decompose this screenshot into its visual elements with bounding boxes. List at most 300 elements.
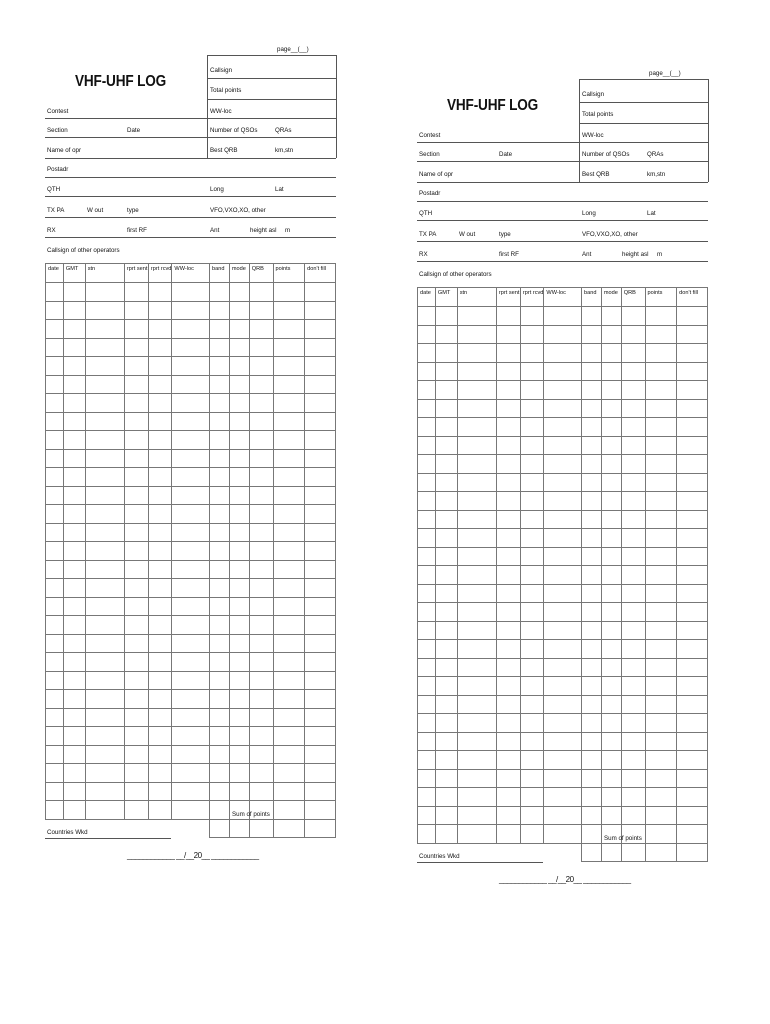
log-cell[interactable] [249,431,273,450]
log-cell[interactable] [63,320,85,339]
log-cell[interactable] [496,418,520,437]
log-cell[interactable] [520,455,544,474]
log-cell[interactable] [172,301,210,320]
log-cell[interactable] [544,825,582,844]
log-cell[interactable] [305,357,336,376]
log-cell[interactable] [544,751,582,770]
log-cell[interactable] [273,782,305,801]
log-cell[interactable] [457,603,496,622]
log-cell[interactable] [601,788,621,807]
log-cell[interactable] [210,468,230,487]
log-cell[interactable] [85,542,124,561]
log-cell[interactable] [520,362,544,381]
log-cell[interactable] [124,468,148,487]
log-cell[interactable] [520,677,544,696]
log-cell[interactable] [273,542,305,561]
log-cell[interactable] [172,338,210,357]
log-cell[interactable] [435,640,457,659]
log-cell[interactable] [85,449,124,468]
log-cell[interactable] [645,751,677,770]
log-cell[interactable] [172,283,210,302]
log-cell[interactable] [273,357,305,376]
log-cell[interactable] [85,505,124,524]
log-cell[interactable] [496,825,520,844]
log-cell[interactable] [305,597,336,616]
log-cell[interactable] [124,708,148,727]
log-cell[interactable] [457,399,496,418]
log-cell[interactable] [63,486,85,505]
log-cell[interactable] [435,436,457,455]
log-cell[interactable] [418,640,436,659]
log-cell[interactable] [677,603,708,622]
log-cell[interactable] [210,320,230,339]
log-cell[interactable] [63,412,85,431]
log-cell[interactable] [124,320,148,339]
log-cell[interactable] [435,732,457,751]
log-cell[interactable] [63,597,85,616]
log-cell[interactable] [46,671,64,690]
log-cell[interactable] [544,418,582,437]
log-cell[interactable] [172,431,210,450]
log-cell[interactable] [457,510,496,529]
log-cell[interactable] [544,788,582,807]
log-cell[interactable] [85,560,124,579]
log-cell[interactable] [621,695,645,714]
log-cell[interactable] [148,394,172,413]
log-cell[interactable] [148,745,172,764]
log-cell[interactable] [496,529,520,548]
log-cell[interactable] [621,603,645,622]
log-cell[interactable] [601,547,621,566]
log-cell[interactable] [496,714,520,733]
log-cell[interactable] [63,745,85,764]
log-cell[interactable] [457,788,496,807]
log-cell[interactable] [46,653,64,672]
log-cell[interactable] [46,708,64,727]
log-cell[interactable] [229,708,249,727]
log-cell[interactable] [601,473,621,492]
log-cell[interactable] [85,782,124,801]
log-cell[interactable] [63,505,85,524]
log-cell[interactable] [273,671,305,690]
log-cell[interactable] [496,547,520,566]
log-cell[interactable] [435,714,457,733]
log-cell[interactable] [457,436,496,455]
log-cell[interactable] [172,653,210,672]
log-cell[interactable] [249,449,273,468]
log-cell[interactable] [85,320,124,339]
log-cell[interactable] [520,769,544,788]
log-cell[interactable] [229,634,249,653]
log-cell[interactable] [46,782,64,801]
log-cell[interactable] [457,806,496,825]
log-cell[interactable] [621,307,645,326]
log-cell[interactable] [621,418,645,437]
log-cell[interactable] [229,320,249,339]
log-cell[interactable] [172,320,210,339]
log-cell[interactable] [229,745,249,764]
log-cell[interactable] [172,579,210,598]
log-cell[interactable] [544,566,582,585]
log-cell[interactable] [148,505,172,524]
log-cell[interactable] [172,764,210,783]
log-cell[interactable] [210,690,230,709]
log-cell[interactable] [210,708,230,727]
log-cell[interactable] [63,301,85,320]
log-cell[interactable] [457,473,496,492]
log-cell[interactable] [172,542,210,561]
log-cell[interactable] [601,584,621,603]
log-cell[interactable] [418,547,436,566]
log-cell[interactable] [582,751,602,770]
log-cell[interactable] [305,449,336,468]
log-cell[interactable] [435,344,457,363]
log-cell[interactable] [210,727,230,746]
log-cell[interactable] [229,579,249,598]
log-cell[interactable] [305,764,336,783]
log-cell[interactable] [63,671,85,690]
log-cell[interactable] [457,529,496,548]
log-cell[interactable] [418,492,436,511]
log-cell[interactable] [249,634,273,653]
log-cell[interactable] [621,732,645,751]
log-cell[interactable] [544,769,582,788]
log-cell[interactable] [148,653,172,672]
log-cell[interactable] [601,307,621,326]
log-cell[interactable] [418,603,436,622]
log-cell[interactable] [520,399,544,418]
log-cell[interactable] [457,825,496,844]
log-cell[interactable] [305,560,336,579]
log-cell[interactable] [46,727,64,746]
log-cell[interactable] [148,616,172,635]
log-cell[interactable] [621,714,645,733]
log-cell[interactable] [544,510,582,529]
log-cell[interactable] [46,375,64,394]
log-cell[interactable] [172,468,210,487]
log-cell[interactable] [645,769,677,788]
log-cell[interactable] [544,436,582,455]
log-cell[interactable] [621,344,645,363]
log-cell[interactable] [457,455,496,474]
log-cell[interactable] [249,708,273,727]
log-cell[interactable] [210,301,230,320]
log-cell[interactable] [63,634,85,653]
log-cell[interactable] [46,468,64,487]
log-cell[interactable] [124,634,148,653]
log-cell[interactable] [85,690,124,709]
log-cell[interactable] [305,394,336,413]
log-cell[interactable] [645,621,677,640]
log-cell[interactable] [172,745,210,764]
log-cell[interactable] [645,325,677,344]
log-cell[interactable] [85,727,124,746]
log-cell[interactable] [435,399,457,418]
log-cell[interactable] [520,566,544,585]
log-cell[interactable] [544,547,582,566]
log-cell[interactable] [677,658,708,677]
log-cell[interactable] [210,486,230,505]
log-cell[interactable] [582,566,602,585]
log-cell[interactable] [645,566,677,585]
log-cell[interactable] [582,492,602,511]
log-cell[interactable] [124,690,148,709]
log-cell[interactable] [496,695,520,714]
log-cell[interactable] [305,653,336,672]
log-cell[interactable] [46,301,64,320]
log-cell[interactable] [677,381,708,400]
log-cell[interactable] [418,399,436,418]
log-cell[interactable] [85,301,124,320]
log-cell[interactable] [677,695,708,714]
log-cell[interactable] [46,505,64,524]
log-cell[interactable] [457,547,496,566]
log-cell[interactable] [645,547,677,566]
log-cell[interactable] [210,357,230,376]
log-cell[interactable] [601,640,621,659]
log-cell[interactable] [85,394,124,413]
log-cell[interactable] [645,806,677,825]
log-cell[interactable] [63,560,85,579]
log-cell[interactable] [210,542,230,561]
log-cell[interactable] [435,695,457,714]
log-cell[interactable] [457,640,496,659]
log-cell[interactable] [621,455,645,474]
log-cell[interactable] [46,579,64,598]
log-cell[interactable] [496,732,520,751]
log-cell[interactable] [46,412,64,431]
log-cell[interactable] [520,418,544,437]
log-cell[interactable] [582,473,602,492]
log-cell[interactable] [63,764,85,783]
log-cell[interactable] [85,634,124,653]
log-cell[interactable] [148,301,172,320]
log-cell[interactable] [645,455,677,474]
log-cell[interactable] [229,653,249,672]
log-cell[interactable] [273,727,305,746]
log-cell[interactable] [457,769,496,788]
log-cell[interactable] [172,505,210,524]
log-cell[interactable] [273,283,305,302]
log-cell[interactable] [148,671,172,690]
log-cell[interactable] [249,764,273,783]
log-cell[interactable] [46,616,64,635]
log-cell[interactable] [273,338,305,357]
log-cell[interactable] [249,745,273,764]
log-cell[interactable] [249,560,273,579]
log-cell[interactable] [582,584,602,603]
log-cell[interactable] [63,708,85,727]
log-cell[interactable] [544,677,582,696]
log-cell[interactable] [249,690,273,709]
log-cell[interactable] [85,412,124,431]
log-cell[interactable] [621,584,645,603]
log-cell[interactable] [46,338,64,357]
log-cell[interactable] [273,653,305,672]
log-cell[interactable] [601,677,621,696]
log-cell[interactable] [457,344,496,363]
log-cell[interactable] [621,436,645,455]
log-cell[interactable] [496,566,520,585]
log-cell[interactable] [677,825,708,844]
log-cell[interactable] [63,653,85,672]
log-cell[interactable] [124,782,148,801]
log-cell[interactable] [124,560,148,579]
log-cell[interactable] [210,394,230,413]
log-cell[interactable] [582,806,602,825]
log-cell[interactable] [124,301,148,320]
log-cell[interactable] [520,603,544,622]
log-cell[interactable] [172,690,210,709]
log-cell[interactable] [582,344,602,363]
log-cell[interactable] [601,769,621,788]
log-cell[interactable] [210,375,230,394]
log-cell[interactable] [172,523,210,542]
log-cell[interactable] [677,307,708,326]
log-cell[interactable] [148,597,172,616]
log-cell[interactable] [229,597,249,616]
log-cell[interactable] [273,764,305,783]
log-cell[interactable] [601,381,621,400]
log-cell[interactable] [582,769,602,788]
log-cell[interactable] [621,566,645,585]
log-cell[interactable] [520,788,544,807]
log-cell[interactable] [172,597,210,616]
log-cell[interactable] [496,584,520,603]
log-cell[interactable] [435,677,457,696]
log-cell[interactable] [621,640,645,659]
log-cell[interactable] [601,806,621,825]
log-cell[interactable] [210,653,230,672]
log-cell[interactable] [544,584,582,603]
log-cell[interactable] [148,542,172,561]
log-cell[interactable] [229,394,249,413]
log-cell[interactable] [124,801,148,820]
log-cell[interactable] [85,653,124,672]
log-cell[interactable] [273,560,305,579]
log-cell[interactable] [601,418,621,437]
log-cell[interactable] [418,344,436,363]
log-cell[interactable] [677,510,708,529]
log-cell[interactable] [582,436,602,455]
log-cell[interactable] [46,560,64,579]
log-cell[interactable] [418,751,436,770]
log-cell[interactable] [621,658,645,677]
log-cell[interactable] [435,473,457,492]
log-cell[interactable] [305,727,336,746]
log-cell[interactable] [63,523,85,542]
log-cell[interactable] [496,788,520,807]
log-cell[interactable] [124,727,148,746]
log-cell[interactable] [249,357,273,376]
log-cell[interactable] [496,769,520,788]
log-cell[interactable] [544,307,582,326]
log-cell[interactable] [418,325,436,344]
log-cell[interactable] [582,825,602,844]
log-cell[interactable] [496,473,520,492]
log-cell[interactable] [273,301,305,320]
log-cell[interactable] [582,547,602,566]
log-cell[interactable] [148,468,172,487]
log-cell[interactable] [435,788,457,807]
log-cell[interactable] [544,640,582,659]
log-cell[interactable] [124,394,148,413]
log-cell[interactable] [418,510,436,529]
log-cell[interactable] [435,603,457,622]
log-cell[interactable] [457,658,496,677]
log-cell[interactable] [621,381,645,400]
log-cell[interactable] [677,436,708,455]
log-cell[interactable] [496,640,520,659]
log-cell[interactable] [621,806,645,825]
log-cell[interactable] [305,690,336,709]
log-cell[interactable] [582,677,602,696]
log-cell[interactable] [677,621,708,640]
log-cell[interactable] [520,621,544,640]
log-cell[interactable] [305,523,336,542]
log-cell[interactable] [229,764,249,783]
log-cell[interactable] [520,714,544,733]
log-cell[interactable] [210,431,230,450]
log-cell[interactable] [520,492,544,511]
log-cell[interactable] [435,806,457,825]
log-cell[interactable] [520,806,544,825]
log-cell[interactable] [273,579,305,598]
log-cell[interactable] [305,671,336,690]
log-cell[interactable] [229,283,249,302]
log-cell[interactable] [210,671,230,690]
log-cell[interactable] [46,449,64,468]
log-cell[interactable] [305,412,336,431]
log-cell[interactable] [418,418,436,437]
log-cell[interactable] [601,603,621,622]
log-cell[interactable] [496,751,520,770]
log-cell[interactable] [520,695,544,714]
log-cell[interactable] [435,529,457,548]
log-cell[interactable] [124,412,148,431]
log-cell[interactable] [63,468,85,487]
log-cell[interactable] [249,375,273,394]
log-cell[interactable] [582,325,602,344]
log-cell[interactable] [63,801,85,820]
log-cell[interactable] [621,677,645,696]
log-cell[interactable] [418,381,436,400]
log-cell[interactable] [124,579,148,598]
log-cell[interactable] [435,751,457,770]
log-cell[interactable] [273,616,305,635]
log-cell[interactable] [249,671,273,690]
log-cell[interactable] [457,714,496,733]
log-cell[interactable] [124,338,148,357]
log-cell[interactable] [85,338,124,357]
log-cell[interactable] [520,381,544,400]
log-cell[interactable] [172,375,210,394]
log-cell[interactable] [148,449,172,468]
log-cell[interactable] [621,473,645,492]
log-cell[interactable] [435,455,457,474]
log-cell[interactable] [124,616,148,635]
log-cell[interactable] [496,677,520,696]
log-cell[interactable] [273,634,305,653]
log-cell[interactable] [621,529,645,548]
log-cell[interactable] [249,394,273,413]
log-cell[interactable] [645,381,677,400]
log-cell[interactable] [645,436,677,455]
log-cell[interactable] [273,708,305,727]
log-cell[interactable] [85,523,124,542]
log-cell[interactable] [273,431,305,450]
log-cell[interactable] [496,325,520,344]
